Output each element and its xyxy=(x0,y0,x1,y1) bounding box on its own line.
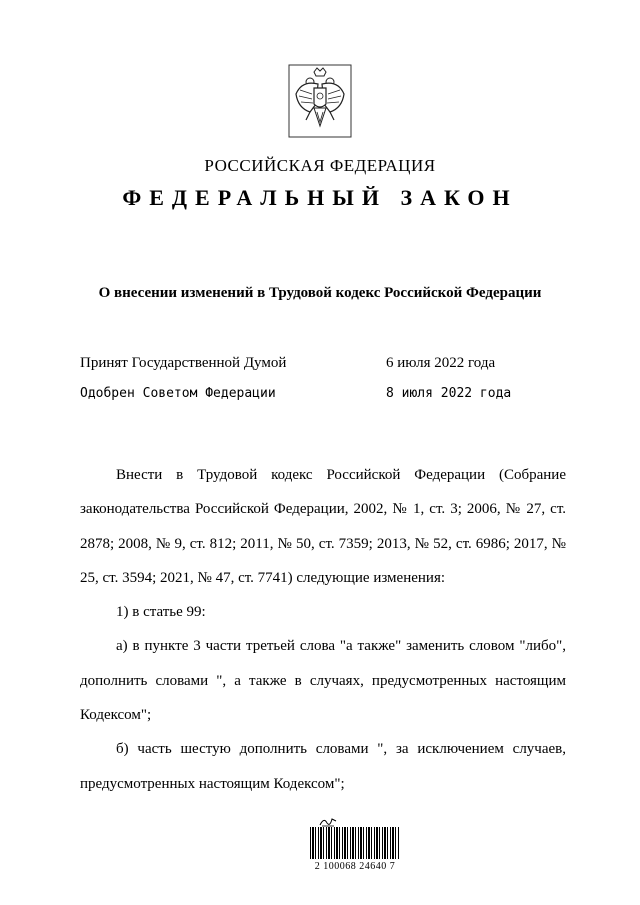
barcode-number: 2 100068 24640 7 xyxy=(314,861,396,872)
adoption-date: 6 июля 2022 года xyxy=(386,355,496,371)
item-1: 1) в статье 99: xyxy=(116,604,206,621)
country-heading: РОССИЙСКАЯ ФЕДЕРАЦИЯ xyxy=(204,156,436,175)
adoption-date: 8 июля 2022 года xyxy=(386,386,512,401)
barcode xyxy=(310,815,400,875)
item-1a: а) в пункте 3 части третьей слова "а также" заменить словом "либо", дополнить словами ", а также в случаях, предусмотренных настоящим Кодексом"; xyxy=(80,638,566,724)
law-body xyxy=(80,458,566,801)
coat-of-arms-emblem xyxy=(288,64,352,138)
document-type-heading: ФЕДЕРАЛЬНЫЙ ЗАКОН xyxy=(122,185,518,210)
barcode-bars xyxy=(310,827,400,859)
adoption-label: Одобрен Советом Федерации xyxy=(80,386,276,401)
adoption-label: Принят Государственной Думой xyxy=(80,355,287,371)
law-title: О внесении изменений в Трудовой кодекс Российской Федерации xyxy=(98,285,542,301)
item-1b: б) часть шестую дополнить словами ", за исключением случаев, предусмотренных настоящим Кодексом"; xyxy=(80,741,566,792)
signature-mark-icon xyxy=(318,815,338,827)
intro-paragraph: Внести в Трудовой кодекс Российской Федерации (Собрание законодательства Российской Федерации, 2002, № 1, ст. 3; 2006, № 27, ст. 2878; 2008, № 9, ст. 812; 2011, № 50, ст. 7359; 2013, № 52, ст. 6986; 2017, № 25, ст. 3594; 2021, № 47, ст. 7741) следующие изменения: xyxy=(80,467,566,586)
